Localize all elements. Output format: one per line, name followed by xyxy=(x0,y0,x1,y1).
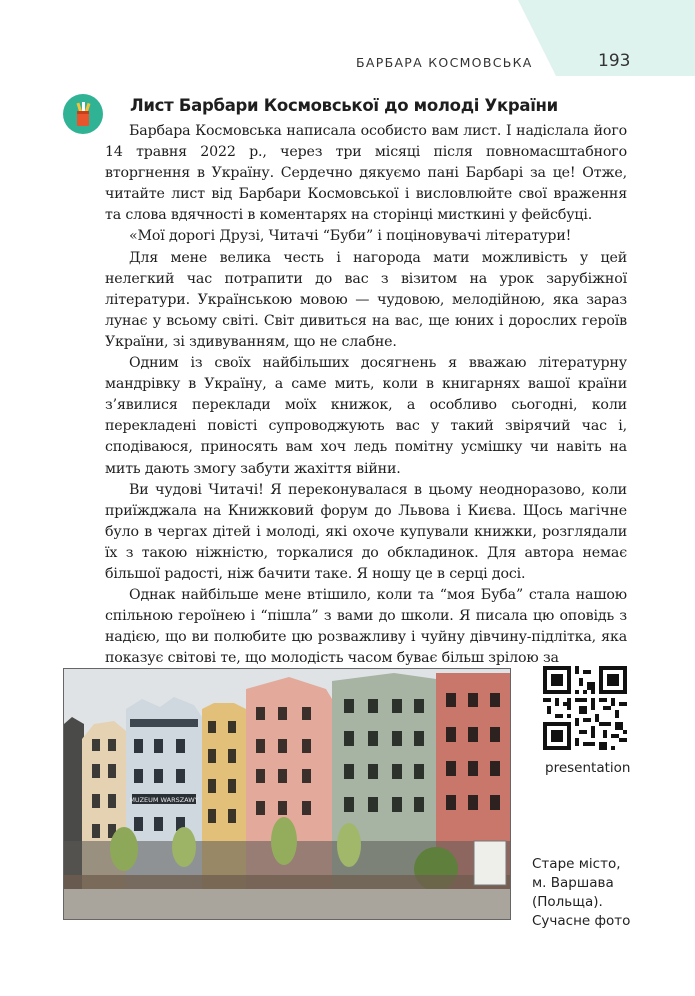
caption-line: (Польща). xyxy=(532,894,603,910)
caption-line: Старе місто, xyxy=(532,856,621,872)
letter-body xyxy=(105,121,627,669)
qr-label: presentation xyxy=(545,760,631,776)
caption-line: Сучасне фото xyxy=(532,913,631,929)
section-title: Лист Барбари Космовської до молоді України xyxy=(130,96,558,115)
shop-sign: MUZEUM WARSZAWY xyxy=(129,796,199,804)
letter-paragraph: Однак найбільше мене втішило, коли та “моя Буба” стала нашою спільною героїнею і “пішла” з вами до школи. Я писала цю оповідь з надією, що ви полюбите цю розважливу і чуйну дівчину-підлітка, яка показує світові те, що молодість часом буває більш зрілою за xyxy=(105,587,627,667)
letter-greeting: «Мої дорогі Друзі, Читачі “Буби” і поціновувачі літератури! xyxy=(129,228,572,245)
photo-caption xyxy=(532,855,682,931)
caption-line: м. Варшава xyxy=(532,875,614,891)
letter-paragraph: Одним із своїх найбільших досягнень я вважаю літературну мандрівку в Україну, а саме мить, коли в книгарнях вашої країни з’явилися переклади моїх книжок, а особливо сьогодні, коли перекладені повісті супроводжують вас у такий звірячий час і, сподіваюся, приносять вам хоч ледь помітну усмішку чи навіть на мить дають змогу забути жахіття війни. xyxy=(105,355,627,477)
letter-paragraph: Ви чудові Читачі! Я переконувалася в цьому неодноразово, коли приїжджала на Книжковий форум до Львова і Києва. Щось магічне було в чергах дітей і молоді, які охоче купували книжки, розглядали їх з такою ніжністю, торкалися до обкладинок. Для автора немає більшої радості, ніж бачити таке. Я ношу це в серці досі. xyxy=(105,481,627,582)
intro-paragraph: Барбара Космовська написала особисто вам лист. І надіслала його 14 травня 2022 р., через три місяці після повномасштабного вторгнення в Україну. Сердечно дякуємо пані Барбарі за це! Отже, читайте лист від Барбари Космовської і висловлюйте свої враження та слова вдячності в коментарях на сторінці мисткині у фейсбуці. xyxy=(105,123,627,224)
qr-code[interactable] xyxy=(543,666,627,750)
running-head: БАРБАРА КОСМОВСЬКА xyxy=(356,55,533,70)
warsaw-old-town-photo xyxy=(63,668,511,920)
page-number: 193 xyxy=(598,51,631,71)
book-stack-icon xyxy=(63,94,103,134)
letter-paragraph: Для мене велика честь і нагорода мати можливість у цей нелегкий час потрапити до вас з візитом на урок зарубіжної літератури. Українською мовою — чудовою, мелодійною, яка зараз лунає у всьому світі. Світ дивиться на вас, ще юних і дорослих героїв України, зі здивуванням, що не слабне. xyxy=(105,249,627,350)
